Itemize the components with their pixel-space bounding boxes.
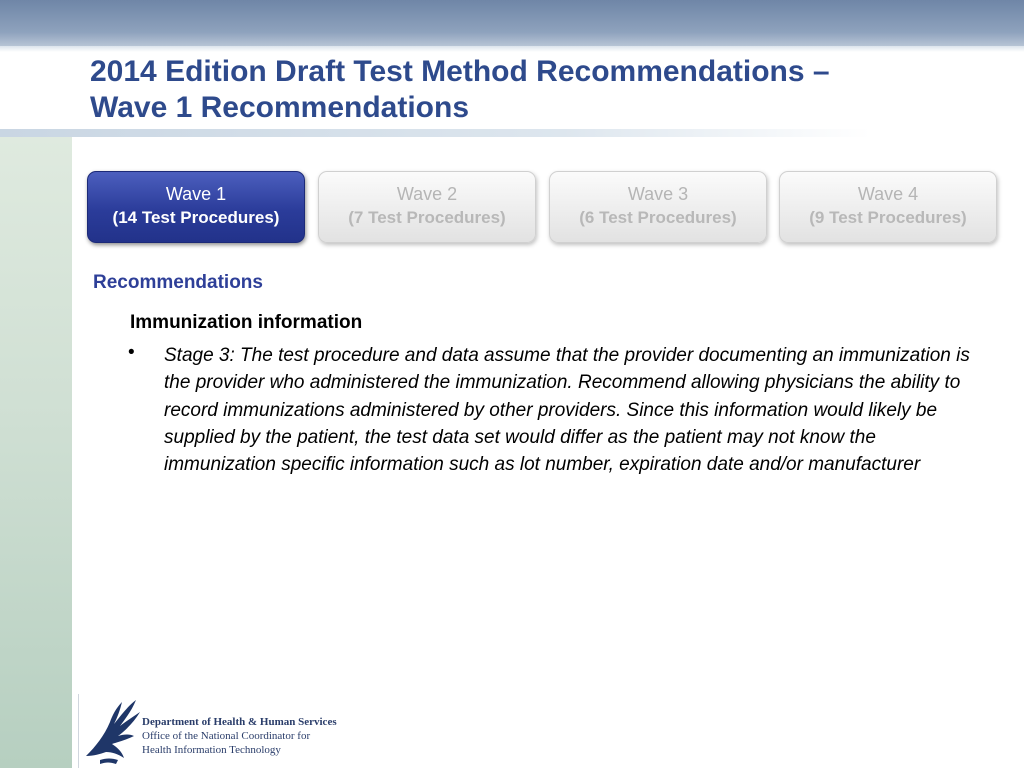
tab-subtitle: (7 Test Procedures): [348, 208, 506, 227]
tab-wave-1[interactable]: [87, 171, 305, 243]
sub-heading: Immunization information: [130, 312, 363, 333]
section-heading: Recommendations: [93, 272, 263, 293]
tab-title: Wave 4: [857, 184, 919, 204]
bullet-icon: •: [128, 342, 135, 363]
tab-subtitle: (6 Test Procedures): [579, 208, 737, 227]
tab-wave-4[interactable]: [779, 171, 997, 243]
footer-line-1: Department of Health & Human Services: [142, 716, 337, 728]
footer-line-3: Health Information Technology: [142, 744, 281, 756]
tab-subtitle: (9 Test Procedures): [809, 208, 967, 227]
slide-title-line-1: 2014 Edition Draft Test Method Recommendations –: [90, 55, 830, 88]
title-underline-band: [0, 129, 1024, 137]
slide-title-line-2: Wave 1 Recommendations: [90, 91, 469, 124]
tab-wave-3[interactable]: [549, 171, 767, 243]
top-header-band: [0, 0, 1024, 46]
left-decorative-band: [0, 137, 72, 768]
bullet-text: Stage 3: The test procedure and data assume that the provider documenting an immunization is the provider who administered the immunization. Recommend allowing physicians the ability to record immunizations administered by other providers. Since this information would likely be supplied by the patient, the test data set would differ as the patient may not know the immunization specific information such as lot number, expiration date and/or manufacturer: [164, 345, 970, 476]
tab-title: Wave 2: [396, 184, 458, 204]
footer-line-2: Office of the National Coordinator for: [142, 730, 311, 742]
header-band-fade: [0, 46, 1024, 52]
footer-agency-text: [142, 715, 337, 757]
tab-title: Wave 3: [627, 184, 689, 204]
tab-wave-2[interactable]: [318, 171, 536, 243]
tab-title: Wave 1: [165, 184, 227, 204]
slide-title: [90, 54, 990, 126]
tab-subtitle: (14 Test Procedures): [112, 208, 280, 227]
